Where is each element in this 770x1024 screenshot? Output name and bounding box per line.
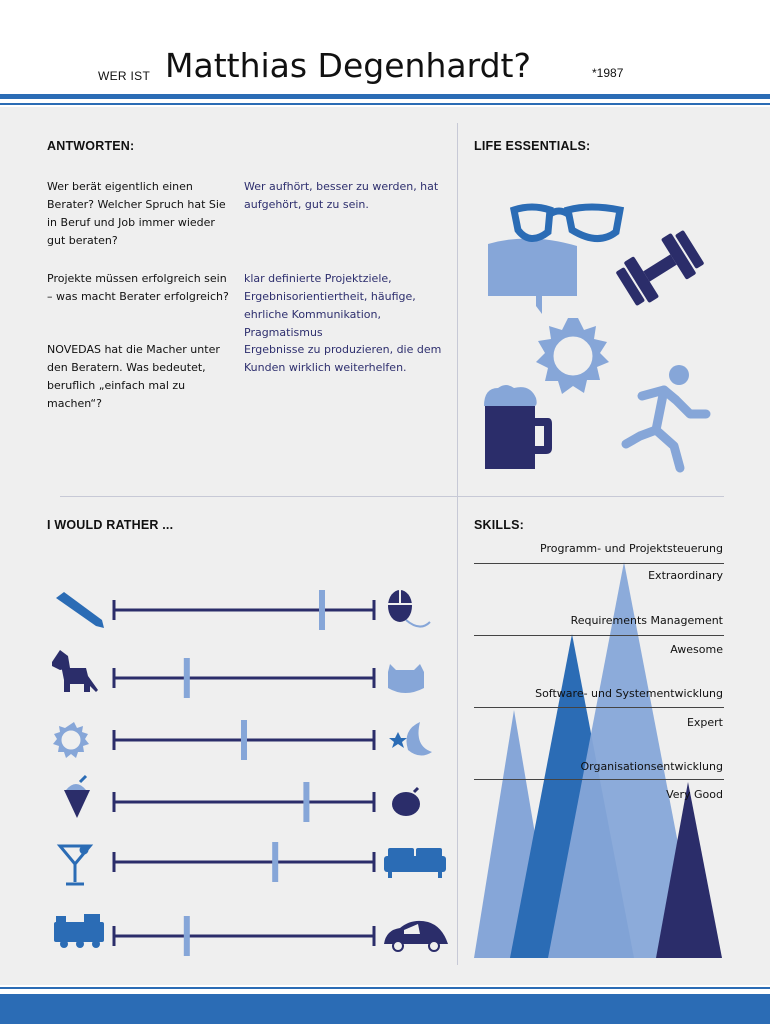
skill-name-2: Requirements Management: [570, 614, 723, 627]
skill-name-1: Programm- und Projektsteuerung: [540, 542, 723, 555]
skills-heading: SKILLS:: [474, 518, 525, 532]
skill-name-4: Organisationsentwicklung: [580, 760, 723, 773]
footer-band: [0, 994, 770, 1024]
skill-level-1: Extraordinary: [648, 569, 723, 582]
answer-3: Ergebnisse zu produzieren, die dem Kunden wirklich weiterhelfen.: [244, 343, 442, 374]
skill-line-1: [474, 563, 724, 564]
skill-line-2: [474, 635, 724, 636]
skill-line-4: [474, 779, 724, 780]
skill-name-3: Software- und Systementwicklung: [535, 687, 723, 700]
skill-level-2: Awesome: [670, 643, 723, 656]
answer-1: Wer aufhört, besser zu werden, hat aufgehört, gut zu sein.: [244, 180, 439, 211]
would-rather-heading: I WOULD RATHER ...: [47, 518, 174, 532]
skill-line-3: [474, 707, 724, 708]
life-essentials-heading: LIFE ESSENTIALS:: [474, 139, 591, 153]
question-3: NOVEDAS hat die Macher unter den Beratern. Was bedeutet, beruflich „einfach mal zu machen“?: [47, 343, 220, 410]
skill-level-3: Expert: [686, 716, 723, 729]
footer-rule-thin: [0, 987, 770, 989]
question-2: Projekte müssen erfolgreich sein – was macht Berater erfolgreich?: [47, 272, 229, 303]
answer-2: klar definierte Projektziele, Ergebnisorientiertheit, häufige, ehrliche Kommunikation, Pragmatismus: [244, 272, 416, 339]
person-name: Matthias Degenhardt?: [165, 46, 531, 85]
pre-title: WER IST: [98, 69, 151, 83]
antworten-heading: ANTWORTEN:: [47, 139, 135, 153]
skill-level-4: Very Good: [666, 788, 723, 801]
question-1: Wer berät eigentlich einen Berater? Welcher Spruch hat Sie in Beruf und Job immer wieder gut beraten?: [47, 180, 226, 247]
birth-year: *1987: [592, 66, 624, 80]
